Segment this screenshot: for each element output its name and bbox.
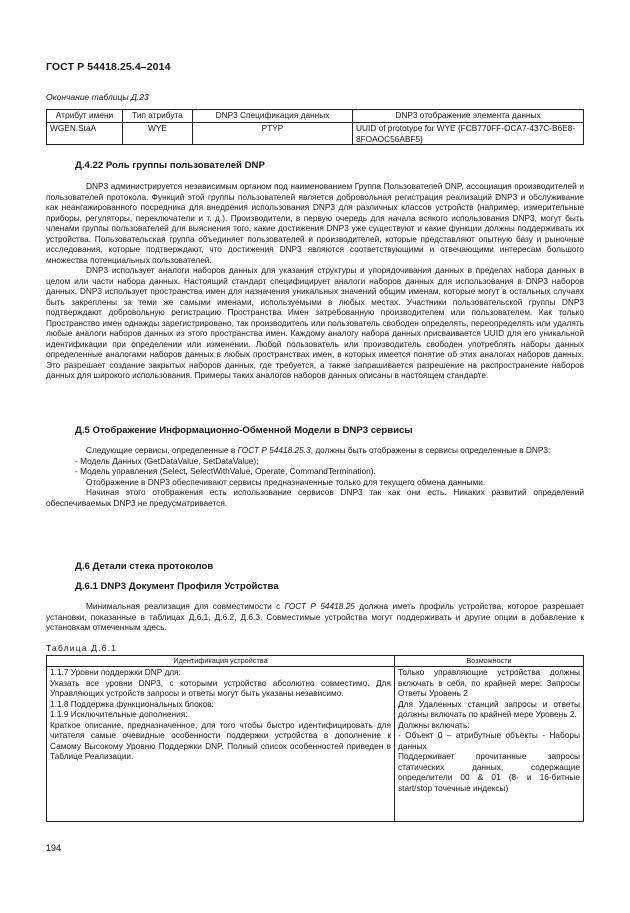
table-cell: UUID of prototype for WYE {FCB770FF-OCA7-437C-B6E8-8FOAOC56ABF5} [353,123,584,145]
text-run: Следующие сервисы, определенные в [86,445,238,455]
column-header: Тип атрибута [123,110,193,123]
section-body [46,445,584,508]
standard-reference: ГОСТ Р 54418.25.3 [237,445,311,455]
cell-line: Только управляющие устройства должны включать в себя, по крайней мере: Запросы Ответы Уровень 2 [398,667,580,698]
cell-line: - Объект 0 – атрибутные объекты - Наборы данных [398,730,580,751]
paragraph [46,445,584,456]
list-item: - Модель Данных (GetDataValue, SetDataValue); [75,455,259,466]
table-row [47,667,584,822]
paragraph: Отображение в DNP3 обеспечивают сервисы предназначенные только для текущего обмена данными. [86,476,486,487]
text-run: должна иметь профиль устройства, которое разрешает установки, показанные в таблицах Д.6.1, Д.6.2, Д.6.3. Совместимые устройства могут поддерживать и другие опции в добавление к установкам отмеченным здесь. [46,601,584,632]
list-item: - Модель управления (Select, SelectWithValue, Operate, CommandTermination). [75,466,376,476]
table-cell: WYE [123,123,193,145]
column-header: Атрибут имени [47,110,123,123]
section-heading: Д.5 Отображение Информационно-Обменной Модели в DNP3 сервисы [75,425,413,436]
section-body [46,181,584,381]
cell-line: Поддерживает прочитанные запросы статических данных, содержащие определители 00 & 01 (8- и 16-битные start/stop точечные индексы) [398,751,580,793]
cell-line: 1.1.8 Поддержка функциональных блоков: [50,698,214,709]
cell-line: 1.1.9 Исключительные дополнения: [50,709,188,719]
cell-line: 1.1.7 Уровни поддержки DNP для: [50,667,181,677]
column-header: DNP3 Спецификация данных [193,110,353,123]
standard-header: ГОСТ Р 54418.25.4–2014 [46,61,171,73]
table-cell [395,667,584,822]
table-caption: Таблица Д.6.1 [46,643,118,653]
column-header: Возможности [395,656,584,667]
table-row [47,123,584,145]
cell-line: Должны включать: [398,719,470,730]
paragraph: Начиная этого отображения есть использование сервисов DNP3 так как они есть. Никаких развитий определений обеспечиваемых DNP3 не предусматривается. [46,487,584,508]
section-body [46,601,584,633]
table-header-row [47,110,584,123]
table-d23 [46,109,584,145]
column-header: DNP3 отображение элемента данных [353,110,584,123]
table-cell: PTYP [193,123,353,145]
cell-line: Для Удаленных станций запросы и ответы должны включать по крайней мере Уровень 2. [398,698,580,719]
page-number: 194 [46,843,62,853]
paragraph: DNP3 использует аналоги наборов данных для указания структуры и упорядочивания данных в пределах набора данных в целом или части набора данных. Настоящий стандарт специфицирует аналоги наборов данных для использования в DNP3 наборов данных. DNP3 использует пространства имен для назначения уникальных значений общим именам, которые могут в остальных случаях быть закреплены за теми же самыми именами, используемыми в любых местах. Участники пользовательской группы DNP3 подтверждают добровольную регистрацию Пространства Имен затребованную производителем или пользователем. Как только Пространство имен однажды зарегистрировано, так производитель или пользователь свободен определять, переопределять или удалять любые аналоги наборов данных из этого пространства имен. Каждому аналогу набора данных присваивается UUID для его уникальной идентификации при определении или изменении. Любой пользователь или производитель свободен употреблять наборы данных определенные аналогами наборов данных в любых пространствах имен, в которых имеется понятие об этих аналогах наборов данных. Это разрешает создание закрытых наборов данных, где требуется, а также запрашивается разрешение на распространение наборов данных для широкого использования. Примеры таких аналогов наборов данных описаны в настоящем стандарте. [46,265,584,380]
section-heading: Д.6 Детали стека протоколов [75,561,214,572]
paragraph [46,601,584,633]
table-cell [47,667,395,822]
column-header: Идентификация устройства [47,656,395,667]
table-header-row [47,656,584,667]
section-heading: Д.6.1 DNP3 Документ Профиля Устройства [75,581,279,592]
table-cell: WGEN.StaA [47,123,123,145]
cell-line: Указать все уровни DNP3, с которыми устройство абсолютно совместимо. Для Управляющих устройств запросы и ответы могут быть указаны независимо. [50,677,391,698]
text-run: Минимальная реализация для совместимости с [86,601,285,611]
cell-line: Краткое описание, предназначенное, для того чтобы быстро идентифицировать для читателя самые очевидные особенности поддержки устройства в дополнение к Самому Высокому Уровню Поддержки DNP. Полный список особенностей приведен в Таблице Реализации. [50,719,391,761]
paragraph: DNP3 администрируется независимым органом под наименованием Группа Пользователей DNP, ассоциация производителей и пользователей протокола. Функций этой группы пользователей является добровольная регистрация реализаций DNP3 и обслуживание как неангажированного посредника для внедрения использования DNP3 для различных классов устройств (например, измерительные приборы, регуляторы, переключатели и т. д.). Производители, в первую очередь для начала всякого использования DNP3, могут быть членами группы пользователей для выяснения того, какие достижения DNP3 уже существуют и какие функции должны поддерживать их устройства. Пользовательская группа объединяет пользователей и производителей, которые представляют опытную базу и рыночные исследования, которые подтверждают, что достижения DNP3 являются соответствующими и отвечающими интересам большого множества потенциальных пользователей. [46,181,584,265]
table-d61 [46,655,584,822]
table-caption: Окончание таблицы Д.23 [46,92,149,102]
section-heading: Д.4.22 Роль группы пользователей DNP [75,160,265,171]
standard-reference: ГОСТ Р 54418.25 [284,601,355,611]
text-run: , должны быть отображены в сервисы определенные в DNP3: [310,445,551,455]
